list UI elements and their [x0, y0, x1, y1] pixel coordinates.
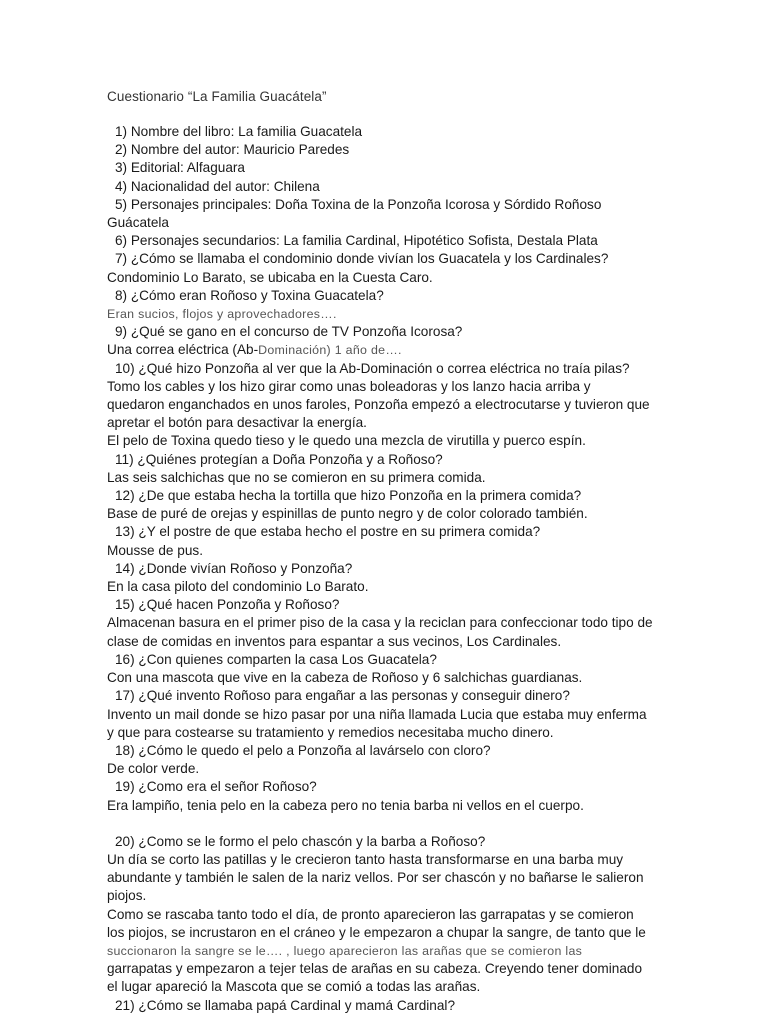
question-line: 15) ¿Qué hacen Ponzoña y Roñoso? — [115, 597, 340, 613]
answer-line: y que para costearse su tratamiento y remedios necesitaba mucho dinero. — [107, 724, 554, 740]
answer-text-faded: Dominación) 1 año de…. — [258, 343, 402, 358]
answer-line: Mousse de pus. — [107, 542, 203, 558]
question-line: 14) ¿Donde vivían Roñoso y Ponzoña? — [115, 560, 353, 576]
answer-line: De color verde. — [107, 761, 200, 777]
answer-line: Guácatela — [107, 215, 169, 231]
document-title: Cuestionario “La Familia Guacátela” — [107, 89, 327, 104]
question-line: 13) ¿Y el postre de que estaba hecho el postre en su primera comida? — [115, 524, 541, 540]
answer-line: Con una mascota que vive en la cabeza de Roñoso y 6 salchichas guardianas. — [107, 670, 583, 686]
answer-line: Como se rascaba tanto todo el día, de pronto aparecieron las garrapatas y se comieron — [107, 906, 634, 922]
answer-line: piojos. — [107, 888, 147, 904]
question-line: 11) ¿Quiénes protegían a Doña Ponzoña y a Roñoso? — [115, 451, 443, 467]
paragraph-gap — [107, 815, 667, 833]
answer-line: Las seis salchichas que no se comieron en su primera comida. — [107, 469, 486, 485]
question-line: 8) ¿Cómo eran Roñoso y Toxina Guacatela? — [115, 287, 384, 303]
answer-line: Condominio Lo Barato, se ubicaba en la Cuesta Caro. — [107, 269, 433, 285]
answer-line — [107, 341, 667, 359]
question-line: 20) ¿Como se le formo el pelo chascón y la barba a Roñoso? — [115, 833, 486, 849]
answer-line: quedaron enganchados en unos faroles, Ponzoña empezó a electrocutarse y tuvieron que — [107, 397, 650, 413]
answer-line: En la casa piloto del condominio Lo Barato. — [107, 579, 369, 595]
answer-line: Almacenan basura en el primer piso de la casa y la reciclan para confeccionar todo tipo de — [107, 615, 653, 631]
answer-line: succionaron la sangre se le…. , luego aparecieron las arañas que se comieron las — [107, 943, 583, 958]
question-line: 5) Personajes principales: Doña Toxina de la Ponzoña Icorosa y Sórdido Roñoso — [115, 196, 602, 212]
answer-line: El pelo de Toxina quedo tieso y le quedo una mezcla de virutilla y puerco espín. — [107, 433, 586, 449]
question-line: 6) Personajes secundarios: La familia Cardinal, Hipotético Sofista, Destala Plata — [115, 233, 598, 249]
answer-line: apretar el botón para desactivar la energía. — [107, 415, 367, 431]
question-line: 17) ¿Qué invento Roñoso para engañar a las personas y conseguir dinero? — [115, 688, 570, 704]
question-line: 18) ¿Cómo le quedo el pelo a Ponzoña al lavárselo con cloro? — [115, 742, 491, 758]
answer-line: clase de comidas en inventos para espantar a sus vecinos, Los Cardinales. — [107, 633, 562, 649]
answer-line: los piojos, se incrustaron en el cráneo y le empezaron a chupar la sangre, de tanto que le — [107, 924, 646, 940]
answer-line: Invento un mail donde se hizo pasar por una niña llamada Lucia que estaba muy enferma — [107, 706, 647, 722]
question-line: 10) ¿Qué hizo Ponzoña al ver que la Ab-Dominación o correa eléctrica no traía pilas? — [115, 360, 630, 376]
question-line: 4) Nacionalidad del autor: Chilena — [115, 178, 320, 194]
question-line: 9) ¿Qué se gano en el concurso de TV Ponzoña Icorosa? — [115, 324, 463, 340]
answer-line: Un día se corto las patillas y le crecieron tanto hasta transformarse en una barba muy — [107, 851, 624, 867]
answer-line: Eran sucios, flojos y aprovechadores…. — [107, 307, 337, 322]
question-line: 12) ¿De que estaba hecha la tortilla que hizo Ponzoña en la primera comida? — [115, 488, 582, 504]
answer-line: el lugar apareció la Mascota que se comió a todas las arañas. — [107, 979, 481, 995]
answer-text: Una correa eléctrica (Ab- — [107, 342, 259, 358]
questionnaire-body — [107, 123, 667, 1015]
answer-line: garrapatas y empezaron a tejer telas de arañas en su cabeza. Creyendo tener dominado — [107, 961, 643, 977]
question-line: 2) Nombre del autor: Mauricio Paredes — [115, 142, 350, 158]
answer-line: abundante y también le salen de la nariz vellos. Por ser chascón y no bañarse le salieron — [107, 870, 644, 886]
answer-line: Base de puré de orejas y espinillas de punto negro y de color colorado también. — [107, 506, 588, 522]
question-line: 3) Editorial: Alfaguara — [115, 160, 245, 176]
question-line: 16) ¿Con quienes comparten la casa Los Guacatela? — [115, 651, 437, 667]
question-line: 21) ¿Cómo se llamaba papá Cardinal y mamá Cardinal? — [115, 997, 456, 1013]
question-line: 19) ¿Como era el señor Roñoso? — [115, 779, 317, 795]
answer-line: Era lampiño, tenia pelo en la cabeza pero no tenia barba ni vellos en el cuerpo. — [107, 797, 584, 813]
question-line: 7) ¿Cómo se llamaba el condominio donde vivían los Guacatela y los Cardinales? — [115, 251, 609, 267]
answer-line: Tomo los cables y los hizo girar como unas boleadoras y los lanzo hacia arriba y — [107, 378, 591, 394]
question-line: 1) Nombre del libro: La familia Guacatela — [115, 124, 363, 139]
